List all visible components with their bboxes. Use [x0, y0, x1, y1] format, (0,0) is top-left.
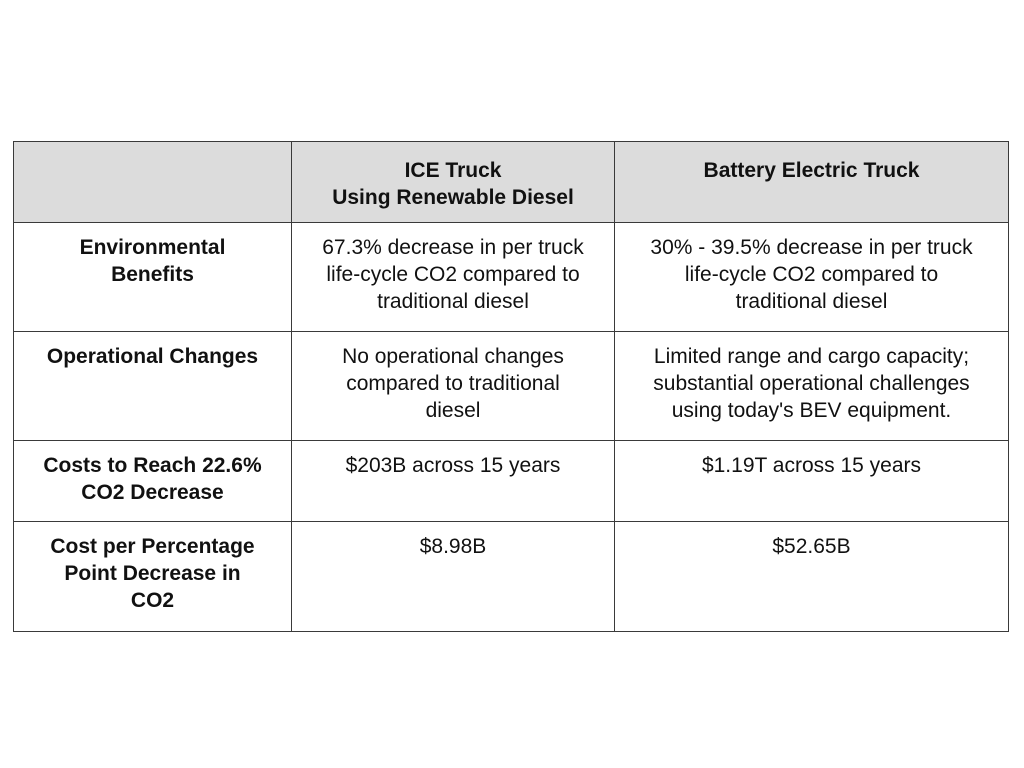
bev-cell — [615, 522, 1009, 632]
row-label-text: Cost per Percentage — [50, 535, 255, 558]
ice-cell — [292, 223, 615, 332]
cell-text: $52.65B — [772, 535, 851, 558]
table-row-operational-changes — [14, 332, 1009, 441]
cell-text: traditional diesel — [735, 290, 888, 313]
cell-text: 67.3% decrease in per truck — [322, 236, 584, 259]
row-label — [14, 441, 292, 522]
header-corner-cell — [14, 142, 292, 223]
row-label — [14, 332, 292, 441]
comparison-table — [13, 141, 1009, 632]
row-label-text: CO2 — [130, 589, 175, 612]
header-row — [14, 142, 1009, 223]
header-ice-truck — [292, 142, 615, 223]
row-label — [14, 522, 292, 632]
table-row-cost-per-point — [14, 522, 1009, 632]
ice-cell — [292, 441, 615, 522]
row-label-text: Operational Changes — [46, 345, 259, 368]
cell-text: traditional diesel — [377, 290, 529, 313]
cell-text: substantial operational challenges — [653, 372, 970, 395]
header-battery-electric-truck — [615, 142, 1009, 223]
row-label-text: Point Decrease in — [64, 562, 241, 585]
table-row-environmental-benefits — [14, 223, 1009, 332]
cell-text: No operational changes — [342, 345, 564, 368]
cell-text: life-cycle CO2 compared to — [684, 263, 939, 286]
cell-text: life-cycle CO2 compared to — [326, 263, 580, 286]
cell-text: compared to traditional — [346, 372, 560, 395]
cell-text: using today's BEV equipment. — [671, 399, 952, 422]
bev-cell — [615, 223, 1009, 332]
row-label-text: Benefits — [111, 263, 194, 286]
cell-text: 30% - 39.5% decrease in per truck — [650, 236, 973, 259]
cell-text: Limited range and cargo capacity; — [653, 345, 970, 368]
header-text: Using Renewable Diesel — [332, 186, 574, 209]
row-label-text: CO2 Decrease — [81, 481, 224, 504]
row-label — [14, 223, 292, 332]
comparison-table-container — [13, 141, 1008, 632]
header-text: Battery Electric Truck — [703, 159, 920, 182]
bev-cell — [615, 441, 1009, 522]
bev-cell — [615, 332, 1009, 441]
cell-text: $203B across 15 years — [345, 454, 561, 477]
header-text: ICE Truck — [404, 159, 502, 182]
cell-text: $1.19T across 15 years — [701, 454, 922, 477]
cell-text: diesel — [425, 399, 481, 422]
row-label-text: Environmental — [79, 236, 226, 259]
cell-text: $8.98B — [419, 535, 487, 558]
row-label-text: Costs to Reach 22.6% — [43, 454, 262, 477]
ice-cell — [292, 522, 615, 632]
table-row-costs-to-reach — [14, 441, 1009, 522]
ice-cell — [292, 332, 615, 441]
